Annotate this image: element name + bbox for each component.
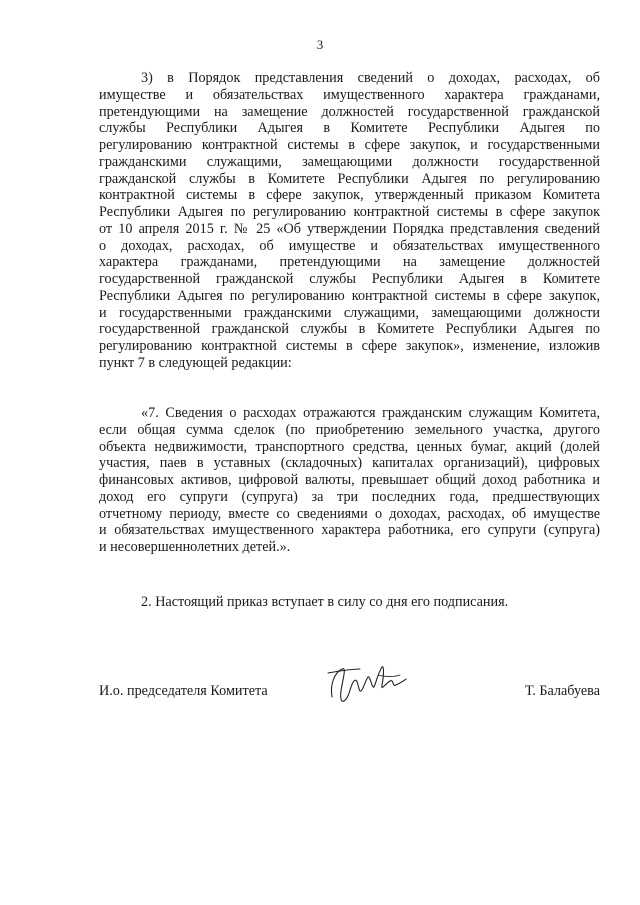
text-line: о доходах, расходах, об имуществе и обязательствах имущественного bbox=[99, 237, 600, 254]
text-line: 3) в Порядок представления сведений о доходах, расходах, об bbox=[141, 70, 600, 86]
text-line: пункт 7 в следующей редакции: bbox=[99, 354, 292, 371]
page-number: 3 bbox=[316, 37, 324, 52]
text-line: службы Республики Адыгея в Комитете Республики Адыгея по bbox=[99, 120, 600, 137]
paragraph-amendment bbox=[99, 70, 600, 372]
text-line: и несовершеннолетних детей.». bbox=[99, 539, 291, 555]
text-line: характера гражданами, претендующими на замещение должностей bbox=[99, 254, 600, 271]
text-line: регулированию контрактной системы в сфере закупок, и государственными bbox=[99, 137, 600, 153]
text-line: финансовых активов, цифровой валюты, превышает общий доход работника и bbox=[99, 472, 600, 488]
text-line: 2. Настоящий приказ вступает в силу со дня его подписания. bbox=[141, 594, 509, 610]
handwritten-signature bbox=[320, 655, 410, 715]
paragraph-quote bbox=[99, 405, 600, 556]
text-line: государственной гражданской службы в Комитете Республики Адыгея по bbox=[99, 321, 600, 338]
text-line: гражданской службы в Комитете Республики Адыгея по регулированию bbox=[99, 170, 600, 187]
text-line: отчетному периоду, вместе со сведениями о доходах, расходах, об имуществе bbox=[99, 505, 600, 522]
text-line: доход его супруги (супруга) за три последних года, предшествующих bbox=[99, 488, 600, 505]
text-line: и государственными гражданскими служащими, замещающими должности bbox=[99, 304, 600, 321]
text-line: Республики Адыгея по регулированию контрактной системы в сфере закупок, bbox=[99, 287, 600, 304]
text-line: «7. Сведения о расходах отражаются гражданским служащим Комитета, bbox=[141, 405, 600, 421]
text-line: от 10 апреля 2015 г. № 25 «Об утверждении Порядка представления сведений bbox=[99, 220, 600, 237]
text-line: объекта недвижимости, транспортного средства, ценных бумаг, акций (долей bbox=[99, 438, 600, 455]
signatory-title: И.о. председателя Комитета bbox=[99, 683, 268, 699]
text-line: гражданскими служащими, замещающими должности государственной bbox=[99, 153, 600, 170]
text-line: Республики Адыгея по регулированию контрактной системы в сфере закупок bbox=[99, 204, 600, 220]
text-line: претендующими на замещение должностей государственной гражданской bbox=[99, 103, 600, 120]
text-line: и обязательствах имущественного характера работника, его супруги (супруга) bbox=[99, 522, 600, 539]
text-line: контрактной системы в сфере закупок, утвержденный приказом Комитета bbox=[99, 187, 600, 204]
signatory-name: Т. Балабуева bbox=[525, 683, 600, 699]
text-line: регулированию контрактной системы в сфере закупок», изменение, изложив bbox=[99, 338, 600, 354]
text-line: государственной гражданской службы Республики Адыгея в Комитете bbox=[99, 271, 600, 287]
text-line: имуществе и обязательствах имущественного характера гражданами, bbox=[99, 86, 600, 103]
text-line: если общая сумма сделок (по приобретению земельного участка, другого bbox=[99, 421, 600, 438]
paragraph-effective-date bbox=[99, 594, 600, 611]
text-line: участия, паев в уставных (складочных) капиталах организаций), цифровых bbox=[99, 455, 600, 472]
